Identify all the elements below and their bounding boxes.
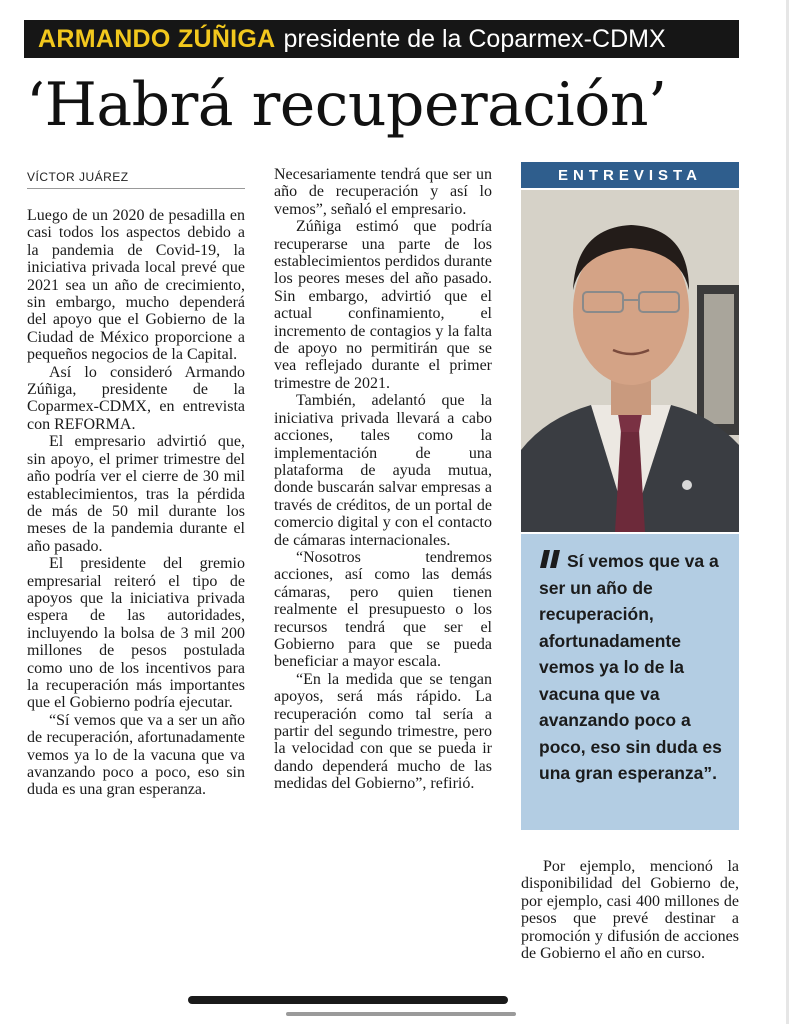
paragraph: “Sí vemos que va a ser un año de recuperación, afortunadamente vemos ya lo de la vacuna que va avanzando poco a poco, eso sin duda es una gran esperanza. bbox=[27, 711, 245, 799]
pull-quote-text: Sí vemos que va a ser un año de recuperación, afortunadamente vemos ya lo de la vacuna que va avanzando poco a poco, eso sin duda es una gran esperanza”. bbox=[539, 551, 722, 783]
kicker-role: presidente de la Coparmex-CDMX bbox=[283, 24, 666, 53]
kicker-bar bbox=[24, 20, 739, 58]
article-column-1 bbox=[27, 207, 245, 799]
home-indicator[interactable] bbox=[188, 996, 508, 1004]
paragraph: Zúñiga estimó que podría recuperarse una parte de los establecimientos perdidos durante los peores meses del año pasado. Sin embargo, advirtió que el actual confinamiento, el incremento de contagios y la falta de apoyo no permitirán que se vea reflejado durante el primer trimestre de 2021. bbox=[274, 218, 492, 392]
paragraph: Así lo consideró Armando Zúñiga, presidente de la Coparmex-CDMX, en entrevista con REFORMA. bbox=[27, 363, 245, 433]
kicker-name: ARMANDO ZÚÑIGA bbox=[38, 24, 276, 53]
article-column-2 bbox=[274, 166, 492, 793]
paragraph: Luego de un 2020 de pesadilla en casi todos los aspectos debido a la pandemia de Covid-19, la iniciativa privada local prevé que 2021 sea un año de crecimiento, sin embargo, mucho dependerá del apoyo que el Gobierno de la Ciudad de México proporcione a pequeños negocios de la Capital. bbox=[27, 207, 245, 364]
quote-mark-icon bbox=[539, 550, 561, 568]
pull-quote-box bbox=[521, 534, 739, 830]
paragraph: Necesariamente tendrá que ser un año de recuperación y así lo vemos”, señaló el empresario. bbox=[274, 166, 492, 218]
section-label: ENTREVISTA bbox=[521, 162, 739, 188]
headline: ‘Habrá recuperación’ bbox=[26, 70, 667, 140]
portrait-illustration bbox=[521, 190, 739, 532]
byline: VÍCTOR JUÁREZ bbox=[27, 170, 245, 189]
horizontal-scrollbar[interactable] bbox=[286, 1012, 516, 1016]
article-column-3 bbox=[521, 858, 739, 962]
paragraph: El presidente del gremio empresarial reiteró el tipo de apoyos que la iniciativa privada espera de las autoridades, incluyendo la bolsa de 3 mil 200 millones de pesos postulada como uno de los incentivos para la recuperación más importantes que el Gobierno podría ejecutar. bbox=[27, 555, 245, 712]
paragraph: Por ejemplo, mencionó la disponibilidad del Gobierno de, por ejemplo, casi 400 millones de pesos que prevé destinar a promoción y difusión de acciones de Gobierno el año en curso. bbox=[521, 858, 739, 963]
paragraph: “En la medida que se tengan apoyos, será más rápido. La recuperación como tal sería a partir del segundo trimestre, pero la velocidad con que se pueda ir dando dependerá mucho de las medidas del Gobierno”, refirió. bbox=[274, 670, 492, 793]
paragraph: El empresario advirtió que, sin apoyo, el primer trimestre del año podría ver el cierre de 30 mil establecimientos, tras la pérdida de más de 50 mil durante los meses de la pandemia durante el año pasado. bbox=[27, 433, 245, 555]
page-edge bbox=[786, 0, 789, 1024]
paragraph: “Nosotros tendremos acciones, así como las demás cámaras, pero quien tienen realmente el presupuesto o los recursos tendrá que ser el Gobierno para que se pueda beneficiar a mayor escala. bbox=[274, 548, 492, 671]
portrait-photo bbox=[521, 190, 739, 532]
pull-quote bbox=[539, 548, 725, 787]
paragraph: También, adelantó que la iniciativa privada llevará a cabo acciones, tales como la implementación de una plataforma de ayuda mutua, donde buscarán salvar empresas a través de créditos, de un portal de comercio digital y con el contacto de cámaras internacionales. bbox=[274, 392, 492, 549]
